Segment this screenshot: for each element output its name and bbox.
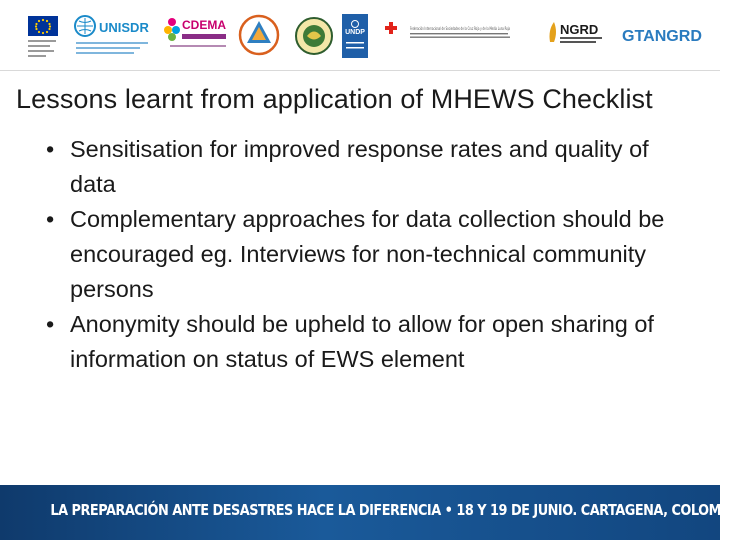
bullet-item [46,307,696,377]
logo-bar [0,0,720,70]
red-cross-text: Federación Internacional de Sociedades de la Cruz Roja y de la Media Luna Roja [410,26,511,31]
gtangrd-wordmark: GTANGRD [622,28,702,45]
slide-title: Lessons learnt from application of MHEWS Checklist [16,84,653,114]
undp-wordmark: UNDP [345,29,365,36]
footer-text: LA PREPARACIÓN ANTE DESASTRES HACE LA DIFERENCIA • 18 Y 19 DE JUNIO. CARTAGENA, COLOMBIA. [50,501,749,519]
bullet-item [46,132,696,202]
bullet-marker: • [46,311,55,337]
eu-logo [24,12,64,60]
bullet-marker: • [46,136,55,162]
bullet-marker: • [46,206,55,232]
gtangrd-logo [620,12,706,60]
ngrd-logo [544,12,608,60]
civil-defense-logo [236,12,282,60]
red-cross-logo [380,12,514,60]
unisdr-wordmark: UNISDR [99,20,149,35]
undp-logo [340,12,370,60]
bullet-text: Anonymity should be upheld to allow for open sharing of information on status of EWS element [70,311,654,372]
bullet-item [46,202,696,307]
bullet-text: Sensitisation for improved response rates and quality of data [70,136,649,197]
bullet-text: Complementary approaches for data collection should be encouraged eg. Interviews for non-technical community persons [70,206,665,302]
unisdr-logo [72,12,154,60]
bullet-list [46,132,696,377]
cdema-wordmark: CDEMA [182,18,226,32]
ngrd-wordmark: NGRD [560,22,599,37]
cdema-logo [160,12,232,60]
header-divider [0,70,720,71]
footer-banner [0,485,749,540]
seal-logo [292,12,336,60]
